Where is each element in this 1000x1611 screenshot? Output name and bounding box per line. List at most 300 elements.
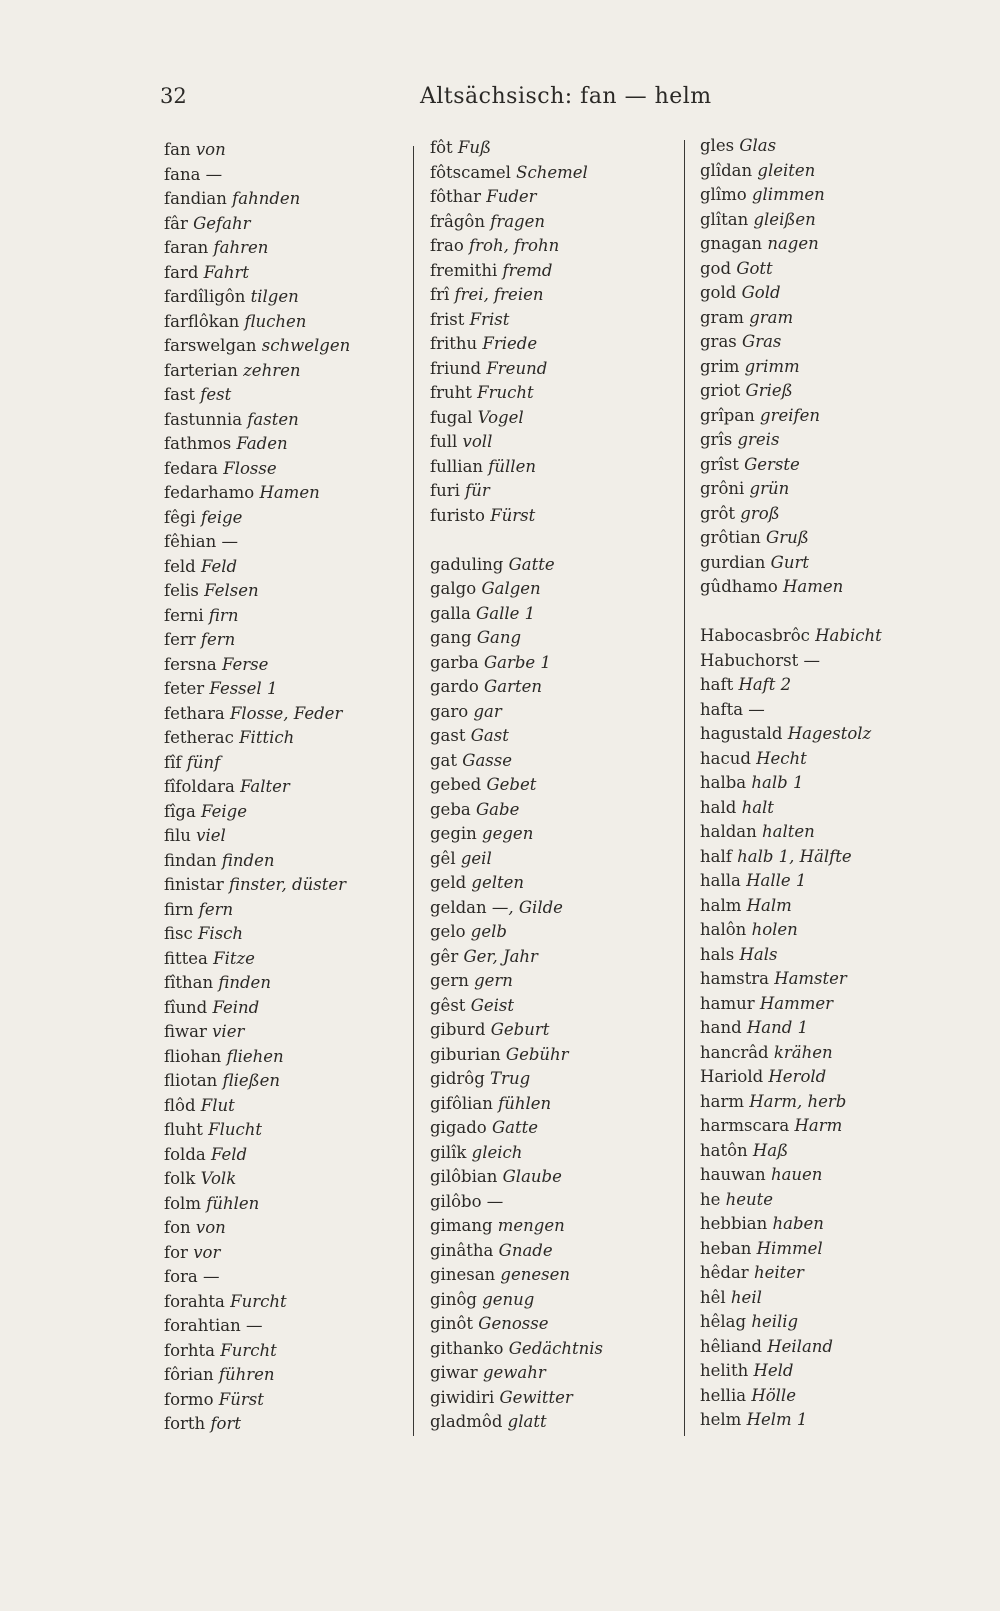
dictionary-entry (164, 1241, 404, 1266)
gloss: Harm, herb (749, 1091, 847, 1111)
headword: fluht (164, 1120, 203, 1139)
dictionary-entry (700, 257, 960, 282)
gloss: Fisch (197, 924, 244, 943)
headword: fugal (430, 407, 473, 427)
headword: filu (164, 826, 191, 845)
headword: gurdian (700, 552, 766, 572)
headword: hêlag (700, 1312, 747, 1331)
gloss: fühlen (206, 1193, 260, 1213)
gloss: heilig (751, 1312, 799, 1331)
headword: halm (700, 895, 742, 915)
gloss: finster, düster (228, 875, 346, 894)
headword: gûdhamo (700, 577, 778, 596)
headword: fethara (164, 703, 225, 723)
dictionary-entry (700, 281, 960, 306)
gloss: Geburt (490, 1020, 550, 1039)
gloss: gram (749, 307, 794, 327)
dictionary-entry (700, 1212, 960, 1237)
dictionary-entry (430, 1337, 680, 1362)
gloss: krähen (773, 1042, 833, 1062)
gloss: greis (737, 430, 780, 449)
dictionary-entry (164, 824, 404, 849)
section-gap (430, 528, 680, 553)
headword: grîpan (700, 405, 755, 425)
gloss: Volk (200, 1169, 237, 1188)
gloss: Hammer (759, 993, 834, 1013)
gloss: Harm (794, 1116, 843, 1135)
headword: fan (164, 140, 191, 159)
dictionary-entry (164, 506, 404, 531)
gloss: greifen (760, 405, 821, 425)
gloss: fühlen (498, 1093, 552, 1113)
dictionary-entry (164, 1094, 404, 1119)
headword: full (430, 432, 458, 451)
gloss: fremd (502, 260, 553, 280)
gloss: — (203, 1267, 220, 1286)
headword: gern (430, 971, 469, 990)
headword: gilôbo (430, 1191, 482, 1211)
headword: ferni (164, 605, 204, 625)
dictionary-entry (430, 308, 680, 333)
gloss: fort (210, 1414, 241, 1433)
headword: grôt (700, 503, 736, 523)
gloss: gleiten (757, 160, 816, 180)
gloss: Hecht (756, 748, 807, 768)
dictionary-entry (700, 232, 960, 257)
gloss: Vogel (477, 407, 524, 427)
headword: heban (700, 1238, 752, 1258)
gloss: Gras (742, 332, 782, 351)
dictionary-entry (164, 849, 404, 874)
headword: haft (700, 675, 734, 694)
gloss: Garbe 1 (483, 652, 551, 672)
gloss: halb 1 (751, 773, 804, 792)
dictionary-entry (430, 651, 680, 676)
gloss: Gefahr (193, 213, 251, 233)
headword: gras (700, 332, 737, 351)
gloss: Gold (741, 283, 781, 302)
dictionary-entry (700, 1163, 960, 1188)
gloss: fünf (186, 752, 221, 772)
gloss: geil (460, 848, 492, 868)
gloss: Helm 1 (746, 1410, 808, 1429)
headword: gast (430, 726, 466, 745)
headword: fîga (164, 801, 196, 821)
dictionary-entry (430, 1043, 680, 1068)
gloss: Grieß (745, 381, 793, 400)
headword: gifôlian (430, 1093, 493, 1113)
dictionary-entry (700, 722, 960, 747)
dictionary-entry (700, 208, 960, 233)
gloss: zehren (243, 360, 301, 380)
gloss: fahren (213, 238, 269, 257)
headword: god (700, 258, 732, 278)
headword: fruht (430, 383, 472, 402)
gloss: Halm (746, 895, 792, 915)
gloss: Flosse (223, 458, 277, 478)
headword: he (700, 1189, 721, 1209)
headword: grîs (700, 430, 733, 449)
dictionary-entry (164, 1118, 404, 1143)
headword: fîfoldara (164, 777, 235, 796)
dictionary-entry (430, 1239, 680, 1264)
headword: gêl (430, 848, 456, 868)
dictionary-entry (700, 551, 960, 576)
gloss: heute (725, 1189, 774, 1209)
headword: furi (430, 481, 460, 500)
headword: geld (430, 873, 467, 892)
dictionary-entry (164, 579, 404, 604)
gloss: froh, frohn (469, 236, 560, 255)
dictionary-entry (430, 602, 680, 627)
headword: gegin (430, 824, 477, 843)
headword: gardo (430, 677, 479, 696)
gloss: Galgen (481, 579, 541, 598)
gloss: Herold (768, 1067, 827, 1086)
gloss: viel (196, 826, 226, 845)
gloss: Gang (476, 628, 522, 647)
dictionary-entry (700, 575, 960, 600)
headword: glîmo (700, 185, 747, 204)
dictionary-entry (430, 1263, 680, 1288)
headword: fiwar (164, 1022, 207, 1041)
dictionary-entry (430, 773, 680, 798)
dictionary-entry (164, 677, 404, 702)
dictionary-entry (700, 134, 960, 159)
gloss: Gast (470, 726, 509, 745)
dictionary-entry (164, 702, 404, 727)
gloss: heil (730, 1287, 762, 1307)
gloss: grün (749, 479, 790, 498)
headword: hancrâd (700, 1042, 769, 1062)
headword: friund (430, 358, 482, 378)
dictionary-entry (700, 869, 960, 894)
gloss: finden (218, 973, 271, 992)
dictionary-entry (700, 992, 960, 1017)
gloss: Schemel (516, 162, 588, 182)
dictionary-entry (164, 1192, 404, 1217)
headword: fedara (164, 458, 218, 478)
headword: hêdar (700, 1263, 749, 1282)
headword: helm (700, 1410, 742, 1429)
dictionary-entry (700, 453, 960, 478)
gloss: vor (193, 1242, 221, 1262)
headword: Habuchorst (700, 650, 799, 670)
gloss: Fuder (486, 187, 537, 206)
headword: frî (430, 285, 450, 304)
dictionary-entry (164, 873, 404, 898)
dictionary-entry (700, 1188, 960, 1213)
dictionary-entry (430, 798, 680, 823)
headword: fast (164, 385, 196, 404)
dictionary-entry (700, 1261, 960, 1286)
headword: fôrian (164, 1365, 214, 1384)
gloss: fließen (222, 1071, 281, 1090)
page-number: 32 (160, 84, 187, 108)
gloss: Hamen (783, 577, 844, 596)
headword: folda (164, 1144, 206, 1164)
dictionary-entry (700, 1408, 960, 1433)
dictionary-entry (164, 481, 404, 506)
gloss: Friede (482, 334, 538, 353)
dictionary-entry (164, 922, 404, 947)
headword: geba (430, 799, 471, 819)
headword: githanko (430, 1338, 504, 1358)
headword: forahta (164, 1291, 225, 1311)
headword: fedarhamo (164, 483, 255, 502)
dictionary-entry (164, 555, 404, 580)
gloss: Faden (236, 434, 288, 453)
gloss: fest (200, 385, 232, 404)
gloss: gleißen (753, 209, 816, 229)
dictionary-entry (430, 210, 680, 235)
dictionary-entry (430, 357, 680, 382)
dictionary-entry (164, 457, 404, 482)
gloss: vier (212, 1022, 245, 1041)
dictionary-entry (700, 1237, 960, 1262)
headword: ginôg (430, 1289, 477, 1309)
dictionary-entry (700, 624, 960, 649)
dictionary-entry (430, 626, 680, 651)
headword: for (164, 1242, 188, 1262)
dictionary-entry (164, 1045, 404, 1070)
headword: gêr (430, 946, 459, 966)
gloss: für (465, 481, 490, 500)
gloss: Ger, Jahr (463, 946, 538, 966)
gloss: Frucht (477, 383, 534, 402)
headword: grim (700, 356, 740, 376)
headword: halba (700, 773, 747, 792)
gloss: genesen (500, 1265, 570, 1284)
headword: hafta (700, 699, 744, 719)
headword: fâr (164, 213, 188, 233)
gloss: schwelgen (261, 336, 351, 355)
gloss: — (803, 650, 820, 670)
dictionary-entry (430, 847, 680, 872)
headword: fardîligôn (164, 287, 246, 306)
dictionary-entry (700, 1065, 960, 1090)
headword: galla (430, 603, 471, 623)
headword: glîdan (700, 160, 753, 180)
dictionary-column-2 (430, 136, 680, 1435)
headword: hêliand (700, 1336, 762, 1356)
headword: ginâtha (430, 1240, 494, 1260)
headword: feld (164, 556, 196, 576)
gloss: Trug (490, 1069, 531, 1088)
headword: fersna (164, 654, 217, 674)
gloss: Gebühr (505, 1044, 569, 1064)
dictionary-entry (164, 138, 404, 163)
dictionary-column-1 (164, 138, 404, 1437)
dictionary-entry (700, 1310, 960, 1335)
dictionary-entry (700, 698, 960, 723)
headword: hauwan (700, 1165, 766, 1184)
running-head: Altsächsisch: fan — helm (420, 84, 712, 109)
gloss: Glaube (502, 1167, 562, 1186)
gloss: Freund (486, 358, 548, 378)
dictionary-entry (700, 1286, 960, 1311)
gloss: fluchen (244, 311, 307, 331)
dictionary-entry (700, 428, 960, 453)
dictionary-entry (164, 775, 404, 800)
gloss: Gedächtnis (508, 1338, 603, 1358)
dictionary-entry (430, 234, 680, 259)
dictionary-entry (164, 1265, 404, 1290)
dictionary-entry (700, 526, 960, 551)
gloss: Held (753, 1361, 794, 1380)
headword: gilîk (430, 1142, 467, 1162)
dictionary-entry (164, 310, 404, 335)
dictionary-entry (430, 1410, 680, 1435)
gloss: gern (474, 971, 513, 990)
gloss: fern (200, 630, 236, 649)
dictionary-entry (164, 996, 404, 1021)
gloss: — (205, 164, 223, 184)
dictionary-entry (430, 553, 680, 578)
headword: fliotan (164, 1071, 218, 1090)
headword: fôt (430, 138, 453, 157)
headword: giwar (430, 1363, 478, 1382)
dictionary-entry (700, 330, 960, 355)
dictionary-entry (430, 504, 680, 529)
headword: feter (164, 679, 205, 698)
headword: frao (430, 236, 464, 255)
gloss: groß (740, 503, 780, 523)
gloss: Fahrt (203, 262, 249, 282)
gloss: gleich (471, 1142, 523, 1162)
gloss: — (486, 1191, 504, 1211)
gloss: Flucht (208, 1120, 262, 1139)
headword: folk (164, 1169, 196, 1188)
dictionary-entry (164, 1363, 404, 1388)
gloss: gelten (471, 873, 525, 892)
headword: gêst (430, 995, 466, 1015)
gloss: Gerste (744, 454, 800, 474)
dictionary-entry (164, 628, 404, 653)
headword: fana (164, 164, 201, 184)
headword: formo (164, 1389, 214, 1409)
dictionary-entry (164, 408, 404, 433)
headword: gladmôd (430, 1412, 503, 1431)
gloss: —, Gilde (491, 897, 563, 917)
headword: fôtscamel (430, 162, 511, 182)
dictionary-entry (430, 969, 680, 994)
headword: findan (164, 850, 217, 870)
gloss: Glas (739, 136, 777, 155)
dictionary-entry (700, 159, 960, 184)
headword: helith (700, 1361, 749, 1380)
gloss: Gott (736, 258, 773, 278)
headword: grôtian (700, 528, 761, 547)
dictionary-entry (430, 161, 680, 186)
headword: gebed (430, 775, 482, 794)
gloss: Fitze (213, 948, 255, 968)
headword: gelo (430, 922, 466, 941)
gloss: heiter (753, 1263, 804, 1282)
gloss: Hamster (774, 969, 847, 988)
gloss: Gebet (486, 775, 537, 794)
gloss: Ferse (221, 654, 269, 674)
gloss: tilgen (250, 287, 299, 306)
gloss: gelb (470, 922, 507, 941)
headword: fittea (164, 948, 208, 968)
gloss: halten (762, 822, 815, 841)
section-gap (700, 600, 960, 625)
gloss: Hand 1 (746, 1018, 809, 1037)
dictionary-entry (700, 379, 960, 404)
gloss: Fürst (218, 1389, 264, 1409)
gloss: halb 1, Hälfte (737, 846, 852, 866)
gloss: Feind (212, 997, 260, 1017)
dictionary-entry (430, 1116, 680, 1141)
headword: hald (700, 797, 737, 817)
headword: fon (164, 1218, 191, 1237)
headword: hand (700, 1018, 742, 1037)
gloss: Fuß (457, 138, 492, 157)
headword: garo (430, 701, 469, 721)
dictionary-entry (430, 749, 680, 774)
dictionary-entry (700, 1114, 960, 1139)
headword: forth (164, 1414, 206, 1433)
headword: grôni (700, 479, 745, 498)
headword: fathmos (164, 434, 232, 453)
dictionary-entry (164, 800, 404, 825)
headword: fora (164, 1267, 198, 1286)
gloss: Haft 2 (738, 675, 792, 694)
dictionary-entry (430, 259, 680, 284)
dictionary-entry (700, 820, 960, 845)
dictionary-entry (700, 967, 960, 992)
dictionary-entry (164, 236, 404, 261)
headword: gram (700, 307, 744, 327)
headword: glîtan (700, 209, 749, 229)
headword: gat (430, 750, 458, 770)
dictionary-entry (700, 477, 960, 502)
gloss: von (195, 1218, 226, 1237)
gloss: Galle 1 (476, 603, 536, 623)
headword: finistar (164, 875, 224, 894)
headword: giburian (430, 1044, 501, 1064)
dictionary-entry (164, 1339, 404, 1364)
gloss: grimm (744, 356, 800, 376)
headword: gles (700, 136, 735, 155)
headword: garba (430, 652, 479, 672)
dictionary-entry (430, 406, 680, 431)
dictionary-entry (430, 136, 680, 161)
dictionary-entry (700, 845, 960, 870)
dictionary-entry (430, 1288, 680, 1313)
dictionary-entry (430, 724, 680, 749)
gloss: Gewitter (499, 1387, 573, 1407)
dictionary-entry (700, 1335, 960, 1360)
dictionary-entry (430, 994, 680, 1019)
gloss: Haß (752, 1140, 789, 1160)
gloss: Fürst (490, 505, 536, 525)
headword: hagustald (700, 724, 783, 743)
headword: fêhian (164, 532, 217, 551)
gloss: — (246, 1316, 263, 1335)
dictionary-entry (700, 649, 960, 674)
headword: fîthan (164, 973, 214, 992)
headword: galgo (430, 579, 477, 598)
headword: haldan (700, 822, 757, 841)
dictionary-entry (700, 796, 960, 821)
headword: fîf (164, 752, 182, 772)
headword: furisto (430, 505, 485, 525)
dictionary-entry (700, 502, 960, 527)
gloss: gegen (482, 824, 534, 843)
dictionary-entry (700, 1359, 960, 1384)
